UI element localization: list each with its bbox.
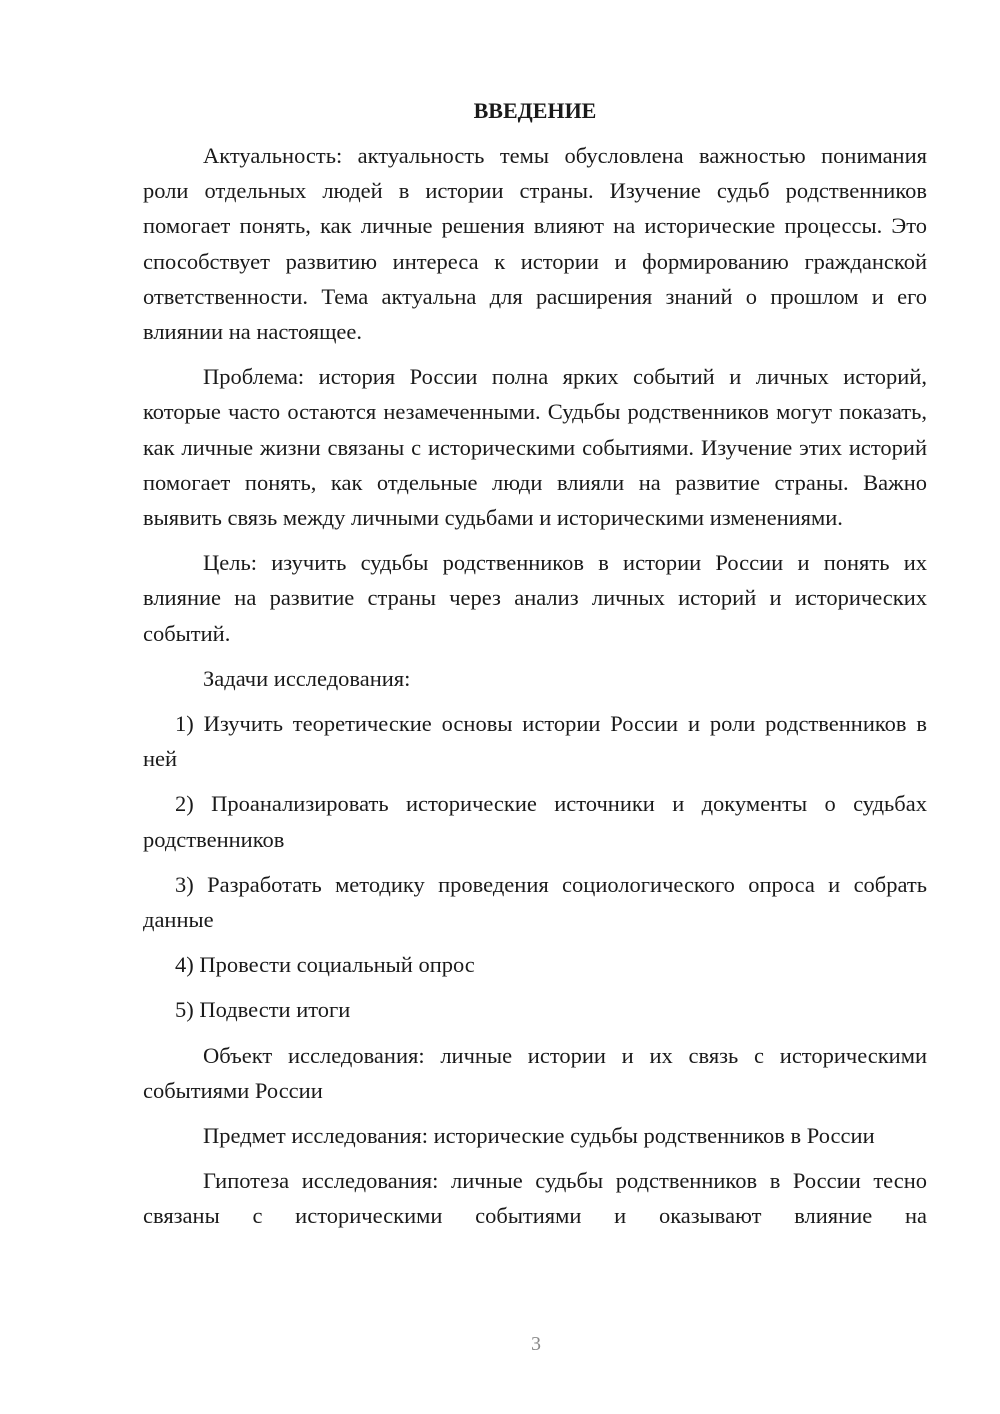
- problem-paragraph: Проблема: история России полна ярких событий и личных историй, которые часто остаются незамеченными. Судьбы родственников могут показать, как личные жизни связаны с историческими событиями. Изучение этих историй помогает понять, как отдельные люди влияли на развитие страны. Важно выявить связь между личными судьбами и историческими изменениями.: [143, 364, 927, 531]
- task-item: 3) Разработать методику проведения социологического опроса и собрать данные: [143, 871, 927, 933]
- tasks-list: [143, 706, 927, 1028]
- hypothesis-paragraph: Гипотеза исследования: личные судьбы родственников в России тесно связаны с историческими событиями и оказывают влияние на: [143, 1168, 927, 1229]
- tasks-heading: Задачи исследования:: [203, 665, 411, 691]
- object-paragraph: Объект исследования: личные истории и их связь с историческими событиями России: [143, 1042, 927, 1103]
- subject-paragraph: Предмет исследования: исторические судьбы родственников в России: [203, 1123, 875, 1149]
- goal-paragraph: Цель: изучить судьбы родственников в истории России и понять их влияние на развитие страны через анализ личных историй и исторических событий.: [143, 550, 927, 646]
- page-body: [143, 93, 927, 1244]
- page-number: 3: [531, 1333, 541, 1355]
- relevance-paragraph: Актуальность: актуальность темы обусловлена важностью понимания роли отдельных людей в истории страны. Изучение судьб родственников помогает понять, как личные решения влияют на исторические процессы. Это способствует развитию интереса к истории и формированию гражданской ответственности. Тема актуальна для расширения знаний о прошлом и его влиянии на настоящее.: [143, 143, 927, 345]
- task-item: 4) Провести социальный опрос: [175, 952, 475, 978]
- task-item: 2) Проанализировать исторические источники и документы о судьбах родственников: [143, 791, 927, 852]
- task-item: 5) Подвести итоги: [175, 997, 351, 1023]
- task-item: 1) Изучить теоретические основы истории России и роли родственников в ней: [143, 711, 927, 772]
- section-title: ВВЕДЕНИЕ: [473, 98, 597, 123]
